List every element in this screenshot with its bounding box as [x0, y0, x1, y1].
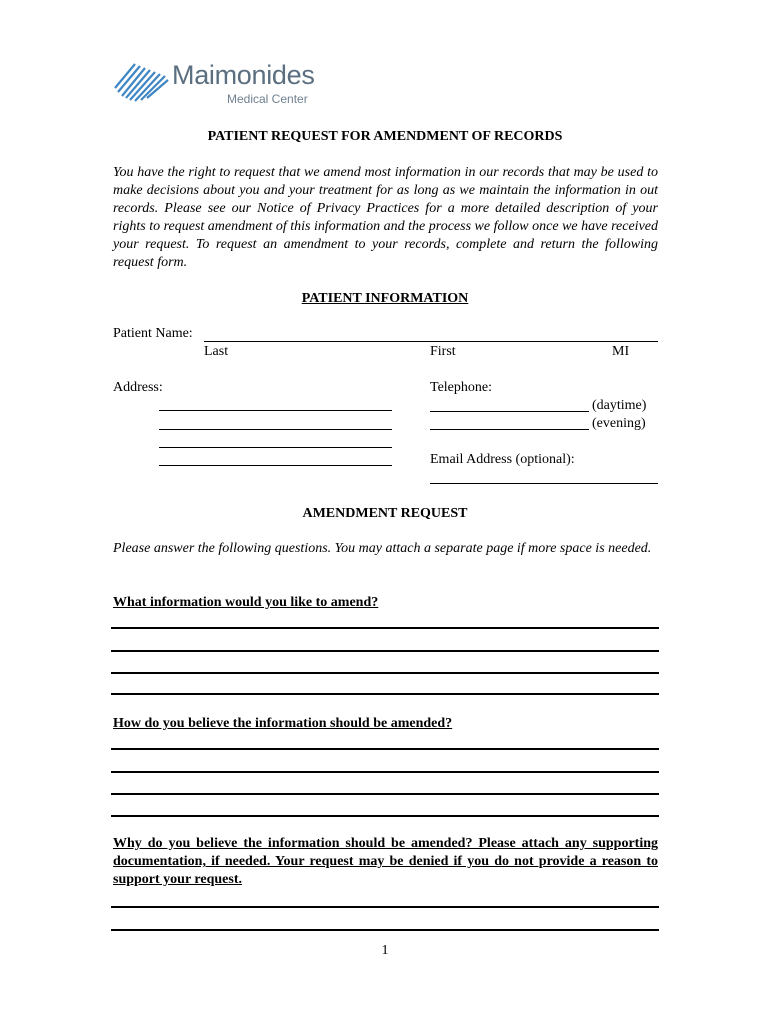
telephone-label: Telephone: [430, 380, 492, 395]
answer-line[interactable] [111, 650, 659, 652]
evening-phone-field[interactable] [430, 429, 589, 430]
patient-name-field[interactable] [204, 341, 658, 342]
answer-line[interactable] [111, 793, 659, 795]
middle-initial-label: MI [612, 344, 630, 359]
first-name-label: First [430, 344, 456, 359]
daytime-label: (daytime) [592, 398, 647, 413]
intro-paragraph: You have the right to request that we amend most information in our records that may be used to make decisions about you and your treatment for as long as we maintain the information in out records. Please see our Notice of Privacy Practices for a more detailed description of your rights to request amendment of this information and the process we follow once we have received your request. To request an amendment to your records, complete and return the following request form. [113, 165, 658, 270]
answer-line[interactable] [111, 929, 659, 931]
question-how-to-amend: How do you believe the information should be amended? [113, 716, 453, 731]
email-field[interactable] [430, 483, 658, 484]
patient-name-label: Patient Name: [113, 326, 193, 341]
answer-line[interactable] [111, 693, 659, 695]
answer-line[interactable] [111, 815, 659, 817]
email-label: Email Address (optional): [430, 452, 575, 467]
answer-line[interactable] [111, 771, 659, 773]
address-label: Address: [113, 380, 163, 395]
address-line-3[interactable] [159, 447, 392, 448]
amendment-instructions: Please answer the following questions. You may attach a separate page if more space is needed. [113, 541, 652, 556]
address-line-4[interactable] [159, 465, 392, 466]
patient-info-heading: PATIENT INFORMATION [301, 291, 469, 306]
question-what-to-amend: What information would you like to amend? [113, 595, 379, 610]
page-title: PATIENT REQUEST FOR AMENDMENT OF RECORDS [207, 129, 563, 144]
answer-line[interactable] [111, 906, 659, 908]
last-name-label: Last [204, 344, 229, 359]
amendment-heading: AMENDMENT REQUEST [302, 506, 468, 521]
evening-label: (evening) [592, 416, 646, 431]
logo-subtitle: Medical Center [227, 92, 308, 106]
question-why-amend: Why do you believe the information should be amended? Please attach any supporting documentation, if needed. Your request may be denied if you do not provide a reason to support your request. [113, 836, 658, 887]
answer-line[interactable] [111, 627, 659, 629]
logo-name: Maimonides [172, 60, 315, 90]
address-line-1[interactable] [159, 410, 392, 411]
answer-line[interactable] [111, 672, 659, 674]
address-line-2[interactable] [159, 429, 392, 430]
page-number: 1 [381, 943, 389, 958]
answer-line[interactable] [111, 748, 659, 750]
daytime-phone-field[interactable] [430, 411, 589, 412]
